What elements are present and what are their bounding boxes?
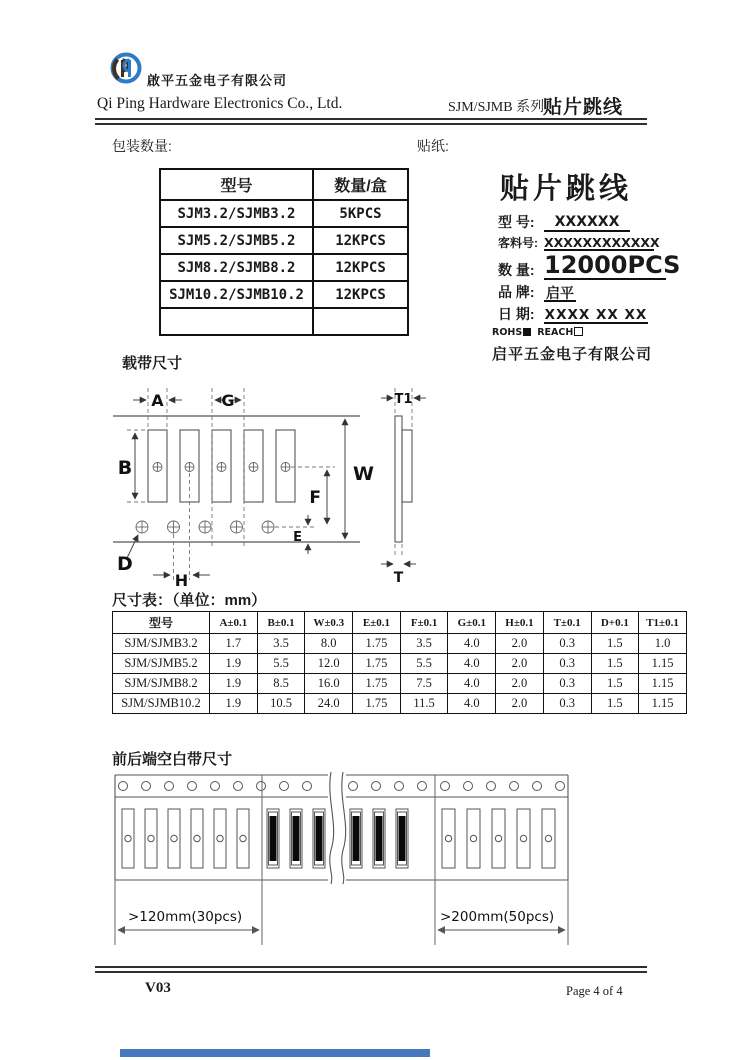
sticker-label	[478, 160, 716, 364]
dim-cell: 1.9	[210, 654, 258, 674]
dim-cell: 4.0	[448, 694, 496, 714]
rohs-checked-box	[523, 328, 531, 336]
series-label: SJM/SJMB 系列	[448, 100, 545, 115]
dim-row	[113, 674, 687, 694]
dim-label-t1: T1	[394, 392, 413, 407]
dim-header-cell: F±0.1	[400, 612, 448, 634]
dim-cell: 0.3	[543, 694, 591, 714]
packaging-table	[159, 168, 409, 336]
dim-header-cell: G±0.1	[448, 612, 496, 634]
dim-label-f: F	[309, 488, 321, 508]
dim-cell: 2.0	[496, 634, 544, 654]
field-label: 日 期:	[498, 306, 535, 323]
dim-cell: 1.75	[353, 634, 401, 654]
packaging-cell: SJM10.2/SJMB10.2	[160, 281, 313, 308]
reach-unchecked-box	[574, 327, 583, 336]
dim-row	[113, 694, 687, 714]
dim-cell: 8.0	[305, 634, 353, 654]
dim-header-cell: H±0.1	[496, 612, 544, 634]
field-label: 型 号:	[498, 214, 535, 230]
dim-cell: SJM/SJMB5.2	[113, 654, 210, 674]
version-label: V03	[145, 980, 171, 996]
dim-label-g: G	[221, 391, 235, 410]
dim-cell: SJM/SJMB3.2	[113, 634, 210, 654]
dim-cell: 11.5	[400, 694, 448, 714]
header-divider	[95, 118, 647, 125]
rear-blank-dimension: >200mm(50pcs)	[440, 909, 555, 925]
dim-table-body	[113, 634, 687, 714]
page-number: Page 4 of 4	[566, 984, 623, 998]
dim-row	[113, 654, 687, 674]
packaging-header-qty: 数量/盒	[313, 169, 408, 200]
dim-cell: 4.0	[448, 634, 496, 654]
dim-cell: 1.5	[591, 654, 639, 674]
packaging-table-body	[160, 200, 408, 335]
blank-tape-drawing	[110, 770, 580, 950]
dim-cell: 2.0	[496, 654, 544, 674]
blank-tape-section-title: 前后端空白带尺寸	[112, 751, 233, 768]
dim-cell: 1.0	[639, 634, 687, 654]
dim-cell: 1.15	[639, 654, 687, 674]
dim-cell: 2.0	[496, 694, 544, 714]
dim-cell: 4.0	[448, 654, 496, 674]
dim-cell: 1.5	[591, 694, 639, 714]
sticker-title: 贴片跳线	[500, 173, 633, 205]
dim-row	[113, 634, 687, 654]
company-name-cn: 啟平五金电子有限公司	[147, 73, 288, 88]
packaging-row	[160, 281, 408, 308]
front-blank-dimension: >120mm(30pcs)	[128, 909, 243, 925]
packaging-cell: 5KPCS	[313, 200, 408, 227]
tape-outline	[115, 772, 568, 884]
dim-cell: 3.5	[400, 634, 448, 654]
company-logo-icon	[108, 50, 144, 88]
dim-cell: 1.15	[639, 674, 687, 694]
dim-header-cell: A±0.1	[210, 612, 258, 634]
compliance-row	[492, 327, 716, 338]
company-name-en: Qi Ping Hardware Electronics Co., Ltd.	[97, 95, 343, 112]
dim-label-d: D	[117, 553, 133, 575]
dim-cell: 1.5	[591, 674, 639, 694]
dim-cell: 1.9	[210, 674, 258, 694]
packaging-row	[160, 227, 408, 254]
dim-cell: 24.0	[305, 694, 353, 714]
dim-label-e: E	[293, 530, 302, 545]
dim-cell: 1.75	[353, 694, 401, 714]
field-value: 12000PCS	[544, 251, 681, 279]
tear-line	[342, 772, 346, 884]
dim-label-w: W	[353, 463, 374, 485]
dim-cell: 10.5	[257, 694, 305, 714]
dim-cell: 2.0	[496, 674, 544, 694]
sticker-section-label: 贴纸:	[417, 138, 449, 154]
sticker-company-name: 启平五金电子有限公司	[492, 346, 653, 364]
filled-pockets	[267, 809, 408, 868]
product-title: 贴片跳线	[543, 97, 624, 118]
dim-header-cell: 型号	[113, 612, 210, 634]
packaging-cell	[313, 308, 408, 335]
field-label: 品 牌:	[498, 284, 535, 301]
packaging-row	[160, 200, 408, 227]
dim-header-cell: E±0.1	[353, 612, 401, 634]
dim-table-header-row	[113, 612, 687, 634]
field-value: 启平	[546, 284, 574, 301]
carrier-tape-drawing	[105, 372, 450, 587]
dim-cell: 5.5	[400, 654, 448, 674]
bottom-accent-bar	[120, 1049, 430, 1057]
tape-side-view	[395, 416, 412, 542]
dimension-table	[112, 611, 687, 714]
empty-pockets-front	[122, 809, 249, 868]
dim-header-cell: W±0.3	[305, 612, 353, 634]
packaging-cell: SJM8.2/SJMB8.2	[160, 254, 313, 281]
pocket-center-marks	[153, 463, 290, 472]
packaging-cell: 12KPCS	[313, 281, 408, 308]
packaging-cell: SJM5.2/SJMB5.2	[160, 227, 313, 254]
dim-cell: 0.3	[543, 634, 591, 654]
field-value: XXXXXX	[544, 215, 630, 232]
packaging-row	[160, 308, 408, 335]
packaging-cell: SJM3.2/SJMB3.2	[160, 200, 313, 227]
dim-cell: 12.0	[305, 654, 353, 674]
dim-cell: 0.3	[543, 674, 591, 694]
dim-cell: 1.75	[353, 674, 401, 694]
dim-cell: 1.15	[639, 694, 687, 714]
dim-cell: 1.7	[210, 634, 258, 654]
packaging-section-label: 包装数量:	[112, 138, 172, 154]
sticker-field-brand	[498, 282, 716, 302]
field-label: 客料号:	[498, 236, 538, 250]
field-value: XXXX XX XX	[544, 307, 648, 324]
dim-label-t: T	[393, 570, 404, 586]
dim-cell: 5.5	[257, 654, 305, 674]
packaging-cell	[160, 308, 313, 335]
packaging-cell: 12KPCS	[313, 254, 408, 281]
packaging-cell: 12KPCS	[313, 227, 408, 254]
dim-cell: 4.0	[448, 674, 496, 694]
sprocket-holes	[136, 521, 274, 533]
sticker-field-model	[498, 212, 716, 232]
dim-cell: 7.5	[400, 674, 448, 694]
dim-cell: 8.5	[257, 674, 305, 694]
dim-header-cell: B±0.1	[257, 612, 305, 634]
footer-divider	[95, 966, 647, 973]
dim-cell: 3.5	[257, 634, 305, 654]
packaging-header-row	[160, 169, 408, 200]
sticker-field-date	[498, 304, 716, 324]
dim-label-b: B	[117, 457, 133, 479]
dim-label-h: H	[174, 571, 189, 587]
dim-cell: 1.9	[210, 694, 258, 714]
sticker-field-quantity	[498, 253, 716, 280]
dim-label-a: A	[151, 391, 164, 410]
dimension-table-title: 尺寸表：（单位：mm）	[112, 592, 267, 609]
packaging-header-model: 型号	[160, 169, 313, 200]
dim-cell: 16.0	[305, 674, 353, 694]
dim-cell: 1.5	[591, 634, 639, 654]
tear-line	[330, 772, 334, 884]
carrier-tape-section-title: 载带尺寸	[122, 355, 183, 372]
sticker-field-customer-code	[498, 234, 716, 251]
field-label: 数 量:	[498, 262, 535, 279]
dim-cell: 1.75	[353, 654, 401, 674]
dim-header-cell: T1±0.1	[639, 612, 687, 634]
field-value: XXXXXXXXXXXX	[544, 234, 660, 250]
dim-header-cell: T±0.1	[543, 612, 591, 634]
dim-header-cell: D+0.1	[591, 612, 639, 634]
packaging-row	[160, 254, 408, 281]
dim-cell: SJM/SJMB8.2	[113, 674, 210, 694]
dim-cell: SJM/SJMB10.2	[113, 694, 210, 714]
dim-cell: 0.3	[543, 654, 591, 674]
reach-label: REACH	[537, 327, 574, 339]
sticker-fields	[498, 212, 716, 324]
rohs-label: ROHS	[492, 327, 523, 339]
empty-pockets-rear	[442, 809, 555, 868]
